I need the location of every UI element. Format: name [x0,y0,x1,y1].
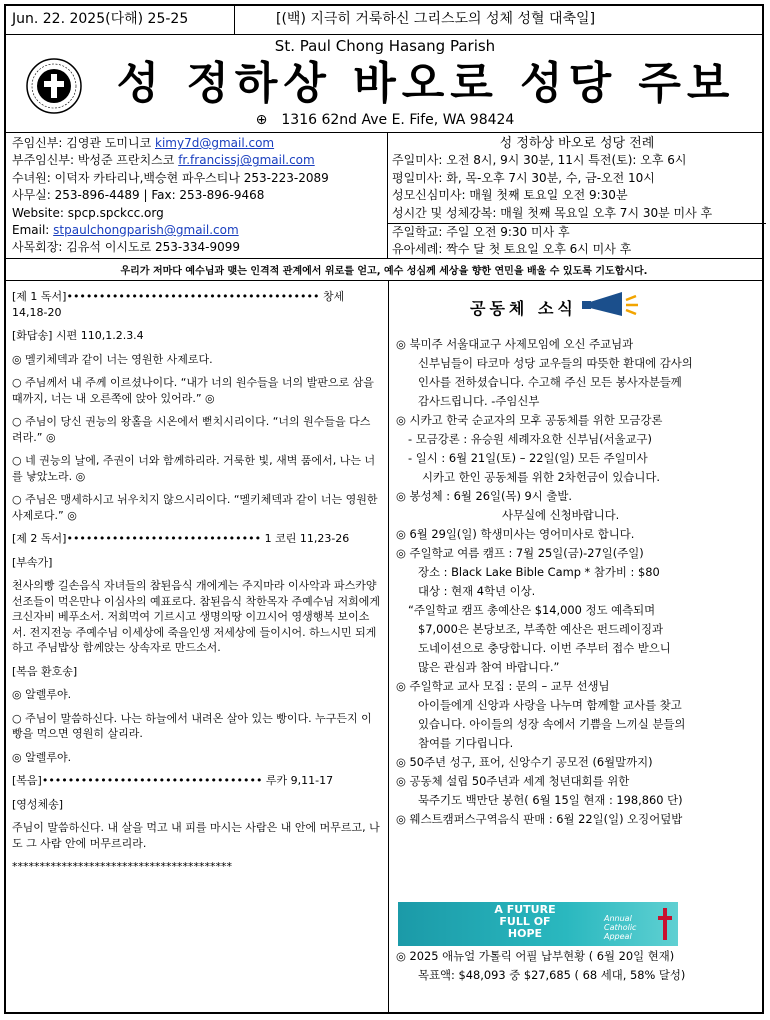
news-item: - 일시 : 6월 21일(토) – 22일(일) 모든 주일미사 [408,451,648,465]
address-text: 1316 62nd Ave E. Fife, WA 98424 [281,112,515,128]
council-line: 사목회장: 김유석 이시도로 253-334-9099 [12,240,241,255]
news-title: 공동체 소식 [470,299,577,318]
appeal-line: ◎ 2025 애뉴얼 가톨릭 어필 납부현황 ( 6월 20일 현재) [396,949,675,963]
parish-logo [26,58,82,114]
sunday-school-line: 주일학교: 주일 오전 9:30 미사 후 [392,225,570,240]
news-item: 사무실에 신청바랍니다. [502,508,620,522]
reading-line: ◎ 알렐루야. [12,750,72,764]
associate-label: 부주임신부: 박성준 프란치스코 [12,153,179,168]
reading-line: ◎ 알렐루야. [12,688,72,701]
cross-icon [658,908,672,940]
news-item: ◎ 주일학교 여름 캠프 : 7월 25일(금)-27일(주일) [396,546,644,560]
parish-english-name: St. Paul Chong Hasang Parish [274,37,496,55]
header-divider [4,34,764,35]
news-item: ◎ 웨스트캠퍼스구역음식 판매 : 6월 22일(일) 오징어덮밥 [396,812,683,826]
news-item: ◎ 공동체 설립 50주년과 세계 청년대회를 위한 [396,774,630,788]
motto-bottom-divider [4,280,764,281]
mass-line: 성시간 및 성체강복: 매월 첫째 목요일 오후 7시 30분 미사 후 [392,205,713,220]
associate-email-link[interactable]: fr.francissj@gmail.com [178,153,315,168]
reading-line: **************************************** [12,860,232,873]
reading-line: 주님이 말씀하신다. 내 살을 먹고 내 피를 마시는 사람은 내 안에 머무르고, 나도 그 사람 안에 머무르리라. [12,821,380,850]
news-item: 아이들에게 신앙과 사랑을 나누며 함께할 교사를 찾고 [418,698,682,712]
reading-line: [복음 환호송] [12,664,78,678]
community-news [396,335,760,829]
reading-line: ○ 주님이 말씀하신다. 나는 하늘에서 내려온 살아 있는 빵이다. 누구든지 이 빵을 먹으면 영원히 살리라. [12,711,372,740]
reading-line: [복음]•••••••••••••••••••••••••••••••••• 루카 9,11-17 [12,774,334,787]
info-divider [4,132,764,133]
news-item: 대상 : 현재 4학년 이상. [418,584,536,598]
news-item: ◎ 시카고 한국 순교자의 모후 공동체를 위한 모금강론 [396,413,663,427]
reading-line: [부속가] [12,555,53,569]
news-item: 묵주기도 백만단 봉헌( 6월 15일 현재 : 198,860 단) [418,793,683,807]
mass-line: 성모신심미사: 매월 첫째 토요일 오전 9:30분 [392,188,628,203]
prayer-motto: 우리가 저마다 예수님과 맺는 인격적 관계에서 위로를 얻고, 예수 성심께 세상을 향한 연민을 배울 수 있도록 기도합시다. [120,266,648,277]
bulletin-title: 성 정하상 바오로 성당 주보 [116,58,736,109]
reading-line: ○ 주님이 당신 권능의 왕홀을 시온에서 뻗치시리이다. “너의 원수들을 다스려라.” ◎ [12,415,371,444]
main-column-divider [388,280,389,1014]
reading-line: [제 1 독서]••••••••••••••••••••••••••••••••••••••• 창세 14,18-20 [12,290,345,319]
mass-line: 평일미사: 화, 목-오후 7시 30분, 수, 금-오전 10시 [392,170,655,185]
news-item: ◎ 6월 29일(일) 학생미사는 영어미사로 합니다. [396,527,635,541]
email-label: Email: [12,223,54,238]
news-item: 인사를 전하셨습니다. 수고해 주신 모든 봉사자분들께 [418,375,682,389]
news-item: ◎ 봉성체 : 6월 26일(목) 9시 출발. [396,489,573,503]
reading-line: 천사의빵 길손음식 자녀들의 참된음식 개에게는 주지마라 이사악과 파스카양 선조들이 먹은만나 이심사의 예표로다. 참된음식 착한목자 주예수님 저희에게 크신자비 베푸소서. 저희먹여 기르시고 생명의땅 이끄시어 영생행복 보이소서. 전지전능 주예수님 이세상에 죽을인생 저세상에 들이시어. 하느시민 되게하고 주님밥상 함께앉는 상속자로 만드소서. [12,579,381,654]
news-item: ◎ 주일학교 교사 모집 : 문의 – 교무 선생님 [396,679,610,693]
sisters-line: 수녀원: 이덕자 카타리나,백승현 파우스티나 253-223-2089 [12,170,329,185]
reading-line: [영성체송] [12,797,64,811]
pastor-label: 주임신부: 김영관 도미니코 [12,136,155,150]
cross-circle-icon: ⊕ [255,112,268,128]
news-item: 참여를 기다립니다. [418,736,514,750]
banner-script: Annual Catholic Appeal [604,914,637,941]
news-item: - 모금강론 : 유승원 세례자요한 신부님(서울교구) [408,432,653,446]
mass-schedule [392,135,762,259]
liturgy-readings [12,289,380,883]
reading-line: ○ 네 권능의 날에, 주권이 너와 함께하리라. 거룩한 빛, 새벽 품에서, 나는 너를 낳았노라. ◎ [12,454,376,483]
appeal-status [396,947,762,985]
parish-email-link[interactable]: stpaulchongparish@gmail.com [53,223,239,238]
pastor-email-link[interactable]: kimy7d@gmail.com [155,136,275,150]
news-item: 시카고 한인 공동체를 위한 2차헌금이 있습니다. [422,470,661,484]
reading-line: [제 2 독서]•••••••••••••••••••••••••••••• 1 코린 11,23-26 [12,532,350,545]
news-item: 있습니다. 아이들의 성장 속에서 기쁨을 느끼실 분들의 [418,717,686,731]
reading-line: ○ 주님께서 내 주께 이르셨나이다. “내가 너의 원수들을 너의 발판으로 삼을 때까지, 너는 내 오른쪽에 앉아 있어라.” ◎ [12,376,374,405]
top-bar [4,4,764,34]
website-line: Website: spcp.spckcc.org [12,205,164,220]
baptism-line: 유아세례: 짝수 달 첫 토요일 오후 6시 미사 후 [392,242,632,257]
appeal-line: 목표액: $48,093 중 $27,685 ( 68 세대, 58% 달성) [418,968,686,982]
mass-heading: 성 정하상 바오로 성당 전례 [499,136,655,151]
news-item: 장소 : Black Lake Bible Camp * 참가비 : $80 [418,565,660,579]
top-bar-divider [234,4,235,34]
news-item: “주일학교 캠프 총예산은 $14,000 정도 예측되며 [408,603,656,617]
news-item: ◎ 북미주 서울대교구 사제모임에 오신 주교님과 [396,337,634,351]
reading-line: [화답송] 시편 110,1.2.3.4 [12,329,144,342]
motto-top-divider [4,258,764,259]
parish-address [0,112,770,128]
office-line: 사무실: 253-896-4489 | Fax: 253-896-9468 [12,188,265,203]
bulletin-date: Jun. 22. 2025(다해) 25-25 [12,11,189,27]
news-item: 감사드립니다. -주임신부 [418,394,540,408]
reading-line: ◎ 멜키체덱과 같이 너는 영원한 사제로다. [12,352,213,366]
feast-title: [(백) 지극히 거룩하신 그리스도의 성체 성혈 대축일] [276,11,596,27]
reading-line: ○ 주님은 맹세하시고 뉘우치지 않으시리이다. “멜키체덱과 같이 너는 영원한 사제로다.” ◎ [12,493,378,522]
news-item: $7,000은 본당보조, 부족한 예산은 펀드레이징과 [418,622,664,636]
news-item: ◎ 50주년 성구, 표어, 신앙수기 공모전 (6월말까지) [396,755,653,769]
mass-line: 주일미사: 오전 8시, 9시 30분, 11시 특전(토): 오후 6시 [392,153,687,168]
news-item: 신부님들이 타코마 성당 교우들의 따뜻한 환대에 감사의 [418,356,693,370]
news-item: 많은 관심과 참여 바랍니다.” [418,660,560,674]
appeal-banner [398,902,678,946]
staff-info [12,135,387,257]
banner-text: A FUTURE FULL OF HOPE [494,903,556,940]
megaphone-icon [570,290,650,320]
news-item: 도네이션으로 충당합니다. 이번 주부터 접수 받으니 [418,641,671,655]
